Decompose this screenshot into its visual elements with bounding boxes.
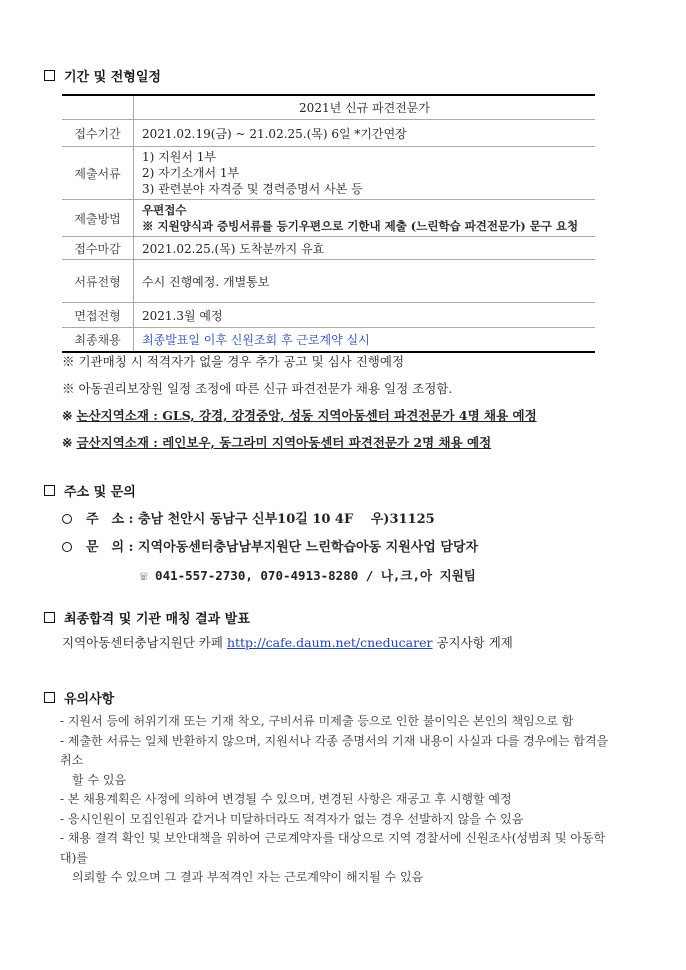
contact-block [62, 506, 478, 590]
note-line: ※ 금산지역소재 : 레인보우, 동그라미 지역아동센터 파견전문가 2명 채용 예정 [62, 435, 492, 450]
table-row: 제출방법 우편접수 ※ 지원양식과 증빙서류를 등기우편으로 기한내 제출 (느린학습 파견전문가) 문구 요청 [62, 200, 595, 237]
table-row: 최종채용 최종발표일 이후 신원조회 후 근로계약 실시 [62, 328, 595, 352]
schedule-table [62, 94, 595, 353]
caution-item-cont: 할 수 있음 [72, 772, 126, 787]
note-line: ※ 논산지역소재 : GLS, 강경, 강경중앙, 성동 지역아동센터 파견전문가 4명 채용 예정 [62, 408, 537, 423]
table-row: 접수마감 2021.02.25.(목) 도착분까지 유효 [62, 237, 595, 260]
table-row: 면접전형 2021.3월 예정 [62, 303, 595, 328]
caution-item: - 본 채용계획은 사정에 의하여 변경될 수 있으며, 변경된 사항은 재공고 후 시행할 예정 [60, 792, 512, 806]
table-row: 접수기간 2021.02.19(금) ~ 21.02.25.(목) 6일 *기간연장 [62, 120, 595, 147]
caution-item-cont: 의뢰할 수 있으며 그 결과 부적격인 자는 근로계약이 해지될 수 있음 [72, 870, 424, 884]
address-line: 주 소 : 충남 천안시 동남구 신부10길 10 4F 우)31125 [62, 506, 478, 534]
caution-item: - 응시인원이 모집인원과 같거나 미달하더라도 적격자가 없는 경우 선발하지 않을 수 있음 [60, 811, 524, 826]
caution-item: - 채용 결격 확인 및 보안대책을 위하여 근로계약자를 대상으로 지역 경찰서에 신원조사(성범죄 및 아동학대)를 [60, 831, 606, 865]
checkbox-bullet-icon [44, 70, 55, 81]
circle-bullet-icon [62, 542, 72, 552]
section-title-result: 최종합격 및 기관 매칭 결과 발표 [44, 608, 250, 627]
note-line: ※ 기관매칭 시 적격자가 없을 경우 추가 공고 및 심사 진행예정 [62, 354, 405, 369]
table-header: 2021년 신규 파견전문가 [134, 95, 596, 120]
cafe-link[interactable]: http://cafe.daum.net/cneducarer [226, 635, 433, 650]
caution-item: - 지원서 등에 허위기재 또는 기재 착오, 구비서류 미제출 등으로 인한 불이익은 본인의 책임으로 함 [60, 714, 574, 728]
caution-item: - 제출한 서류는 일체 반환하지 않으며, 지원서나 각종 증명서의 기재 내용이 사실과 다를 경우에는 합격을 취소 [60, 733, 609, 767]
section-title-caution: 유의사항 [44, 688, 114, 707]
table-row: 제출서류 1) 지원서 1부 2) 자기소개서 1부 3) 관련분야 자격증 및 경력증명서 사본 등 [62, 147, 595, 200]
result-line: 지역아동센터충남지원단 카페 http://cafe.daum.net/cneducarer 공지사항 게제 [62, 635, 513, 650]
inquiry-line: 문 의 : 지역아동센터충남남부지원단 느린학습아동 지원사업 담당자 [62, 534, 478, 562]
checkbox-bullet-icon [44, 612, 55, 623]
table-header-empty [62, 95, 134, 120]
section-title-schedule: 기간 및 전형일정 [44, 66, 161, 85]
checkbox-bullet-icon [44, 692, 55, 703]
checkbox-bullet-icon [44, 485, 55, 496]
section-title-contact: 주소 및 문의 [44, 481, 136, 500]
note-line: ※ 아동권리보장원 일정 조정에 따른 신규 파견전문가 채용 일정 조정함. [62, 381, 453, 396]
cautions-list [60, 712, 620, 888]
table-row: 서류전형 수시 진행예정. 개별통보 [62, 260, 595, 303]
notes-block [62, 348, 537, 456]
circle-bullet-icon [62, 514, 72, 524]
phone-line: ☏ 041-557-2730, 070-4913-8280 / 나,크,아 지원팀 [140, 568, 476, 583]
